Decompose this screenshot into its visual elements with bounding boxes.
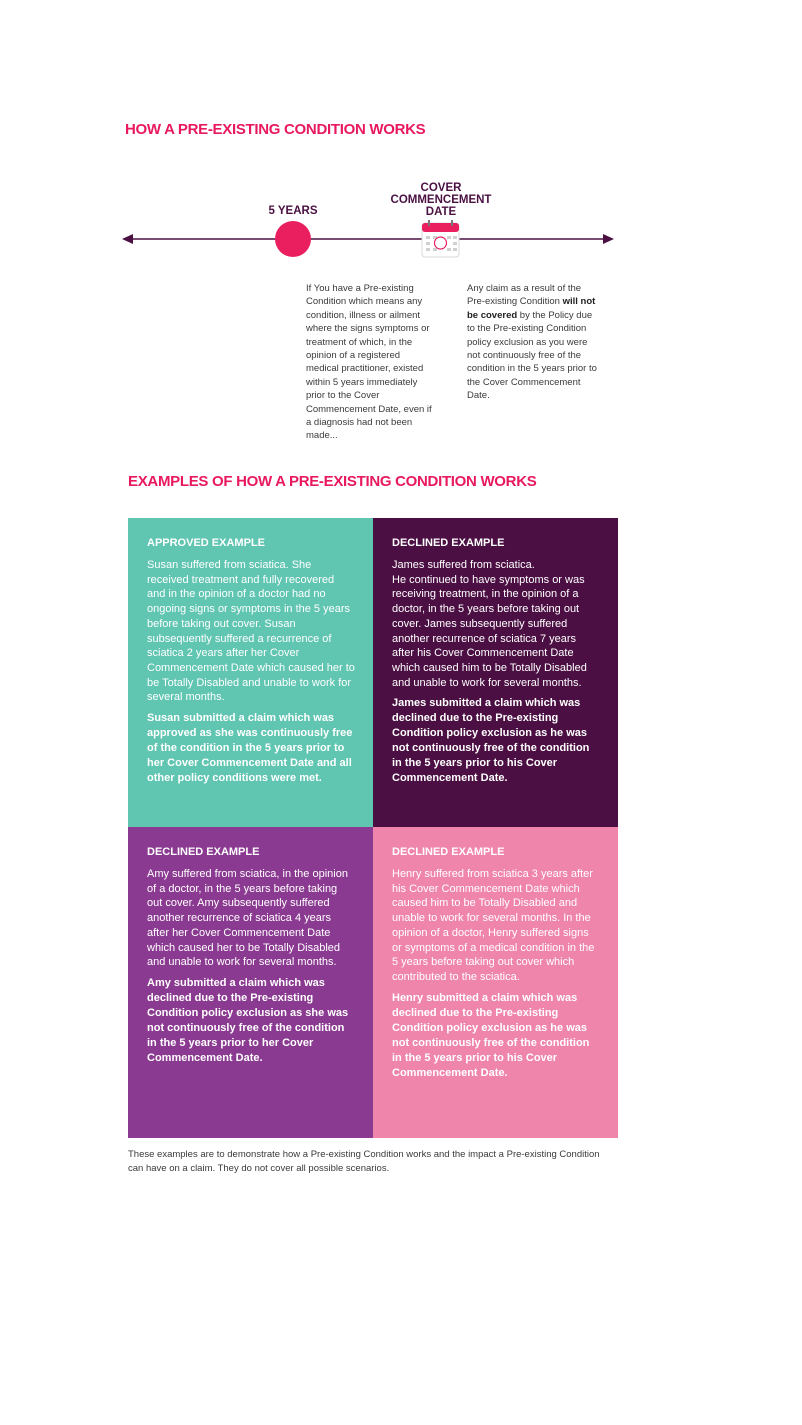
examples-footnote: These examples are to demonstrate how a Pre-existing Condition works and the impact a Pre-existing Condition can have on a claim. They do not cover all possible scenarios. <box>128 1149 600 1174</box>
example-outcome: James submitted a claim which was declined due to the Pre-existing Condition policy exclusion as he was not continuously free of the condition in the 5 years prior to his Cover Commencement Date. <box>392 697 590 785</box>
pre-existing-definition-text: If You have a Pre-existing Condition which means any condition, illness or ailment where the signs symptoms or treatment of which, in the opinion of a registered medical practitioner, existed within 5 years immediately prior to the Cover Commencement Date, even if a diagnosis had not been made... <box>306 283 432 442</box>
five-years-marker <box>275 221 311 257</box>
example-outcome: Amy submitted a claim which was declined due to the Pre-existing Condition policy exclusion as she was not continuously free of the condition in the 5 years prior to her Cover Commencement Date. <box>147 976 349 1064</box>
example-title: APPROVED EXAMPLE <box>147 537 265 549</box>
example-card-declined-james <box>373 518 618 827</box>
calendar-icon <box>422 220 459 257</box>
timeline-graphic <box>122 175 614 275</box>
claim-exclusion-text <box>467 282 597 403</box>
example-description: James suffered from sciatica. He continued to have symptoms or was receiving treatment, in the opinion of a doctor, in the 5 years before taking out cover. James subsequently suffered another recurrence of sciatica 7 years after his Cover Commencement Date which caused him to be Totally Disabled and unable to work for several months. <box>392 559 587 689</box>
example-outcome: Henry submitted a claim which was declined due to the Pre-existing Condition policy exclusion as he was not continuously free of the condition in the 5 years prior to his Cover Commencement Date. <box>392 991 590 1079</box>
arrow-right-icon <box>603 234 614 244</box>
section-heading-how-it-works: HOW A PRE-EXISTING CONDITION WORKS <box>125 121 426 138</box>
section-heading-examples: EXAMPLES OF HOW A PRE-EXISTING CONDITION WORKS <box>128 473 537 490</box>
example-outcome: Susan submitted a claim which was approved as she was continuously free of the condition in the 5 years prior to her Cover Commencement Date and all other policy conditions were met. <box>147 712 353 785</box>
example-description: Susan suffered from sciatica. She received treatment and fully recovered and in the opinion of a doctor had no ongoing signs or symptoms in the 5 years before taking out cover. Susan subsequently suffered a recurrence of sciatica 2 years after her Cover Commencement Date which caused her to be Totally Disabled and unable to work for several months. <box>147 559 355 704</box>
example-title: DECLINED EXAMPLE <box>392 846 505 858</box>
not-covered-emphasis: will not be covered <box>467 296 596 321</box>
example-card-declined-amy <box>128 827 373 1138</box>
example-card-approved-susan <box>128 518 373 827</box>
arrow-left-icon <box>122 234 133 244</box>
example-title: DECLINED EXAMPLE <box>147 846 260 858</box>
examples-grid <box>128 518 618 1138</box>
cover-commencement-label: COVER COMMENCEMENT DATE <box>390 182 492 218</box>
five-years-label: 5 YEARS <box>268 205 318 217</box>
timeline <box>122 175 614 275</box>
example-card-declined-henry <box>373 827 618 1138</box>
example-title: DECLINED EXAMPLE <box>392 537 505 549</box>
example-description: Henry suffered from sciatica 3 years after his Cover Commencement Date which caused him to be Totally Disabled and unable to work for several months. In the opinion of a doctor, Henry suffered signs or symptoms of a medical condition in the 5 years before taking out cover which contributed to the sciatica. <box>392 868 595 983</box>
exclusion-text-start: Any claim as a result of the Pre-existing Condition <box>467 283 582 308</box>
exclusion-text-end: by the Policy due to the Pre-existing Condition policy exclusion as you were not continuously free of the condition in the 5 years prior to the Cover Commencement Date. <box>467 309 597 402</box>
example-description: Amy suffered from sciatica, in the opinion of a doctor, in the 5 years before taking out cover. Amy subsequently suffered another recurrence of sciatica 4 years after her Cover Commencement Date which caused her to be Totally Disabled and unable to work for several months. <box>147 868 348 969</box>
